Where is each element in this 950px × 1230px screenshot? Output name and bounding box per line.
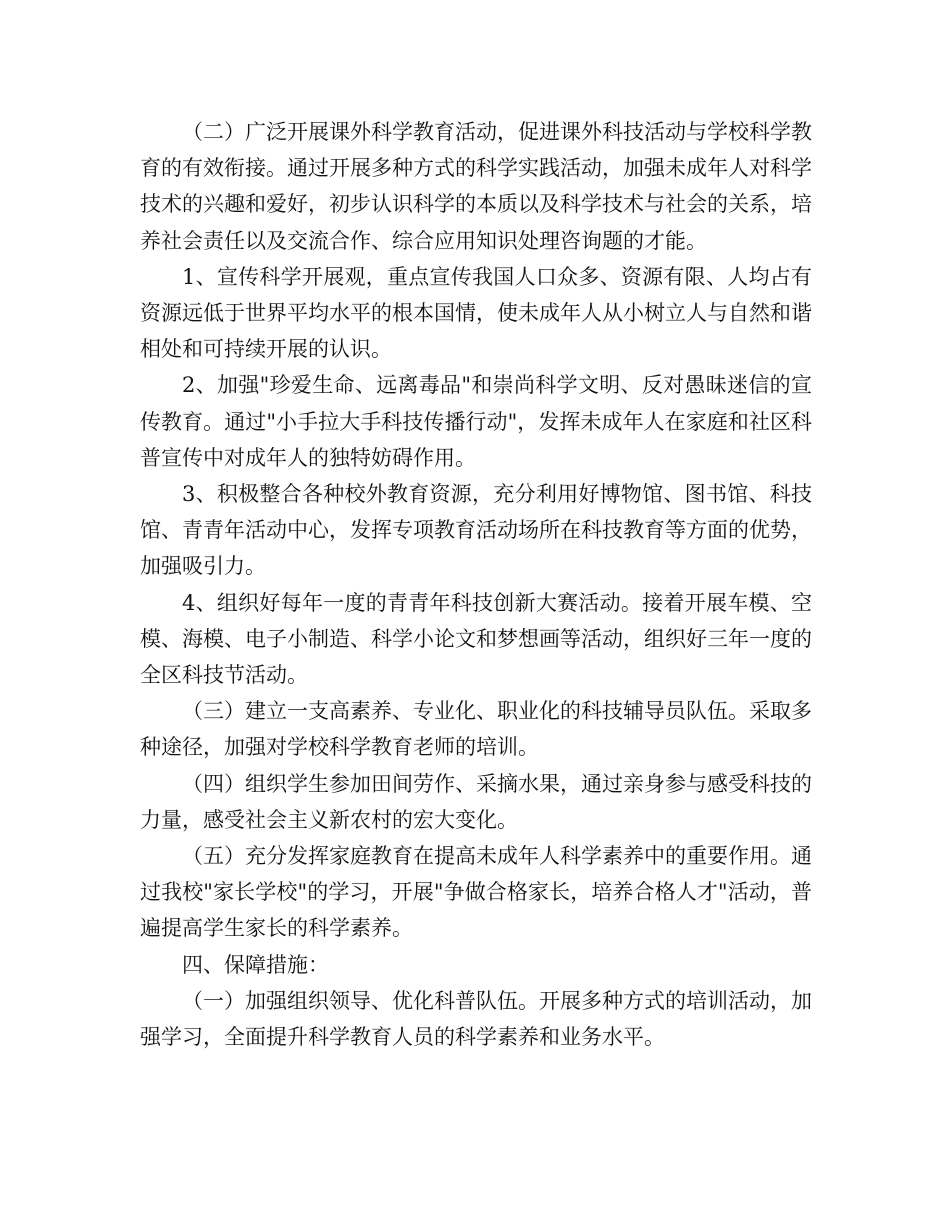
document-body [140,114,812,1055]
paragraph-extracurricular-activities: （二）广泛开展课外科学教育活动，促进课外科技活动与学校科学教育的有效衔接。通过开展多种方式的科学实践活动，加强未成年人对科学技术的兴趣和爱好，初步认识科学的本质以及科学技术与社会的关系，培养社会责任以及交流合作、综合应用知识处理咨询题的才能。 [140,120,812,253]
paragraph-item-4: 4、组织好每年一度的青青年科技创新大赛活动。接着开展车模、空模、海模、电子小制造、科学小论文和梦想画等活动，组织好三年一度的全区科技节活动。 [140,590,812,688]
section-heading-safeguards: 四、保障措施： [182,952,329,977]
paragraph-tutor-team: （三）建立一支高素养、专业化、职业化的科技辅导员队伍。采取多种途径，加强对学校科学教育老师的培训。 [140,699,812,760]
paragraph-item-1: 1、宣传科学开展观，重点宣传我国人口众多、资源有限、人均占有资源远低于世界平均水平的根本国情，使未成年人从小树立人与自然和谐相处和可持续开展的认识。 [140,264,812,362]
paragraph-leadership: （一）加强组织领导、优化科普队伍。开展多种方式的培训活动，加强学习，全面提升科学教育人员的科学素养和业务水平。 [140,988,812,1050]
paragraph-family-education: （五）充分发挥家庭教育在提高未成年人科学素养中的重要作用。通过我校"家长学校"的学习，开展"争做合格家长，培养合格人才"活动，普遍提高学生家长的科学素养。 [140,844,812,941]
paragraph-item-3: 3、积极整合各种校外教育资源，充分利用好博物馆、图书馆、科技馆、青青年活动中心，发挥专项教育活动场所在科技教育等方面的优势，加强吸引力。 [140,482,812,579]
paragraph-item-2: 2、加强"珍爱生命、远离毒品"和崇尚科学文明、反对愚昧迷信的宣传教育。通过"小手拉大手科技传播行动"，发挥未成年人在家庭和社区科普宣传中对成年人的独特妨碍作用。 [140,373,812,470]
paragraph-field-work: （四）组织学生参加田间劳作、采摘水果，通过亲身参与感受科技的力量，感受社会主义新农村的宏大变化。 [140,771,812,832]
